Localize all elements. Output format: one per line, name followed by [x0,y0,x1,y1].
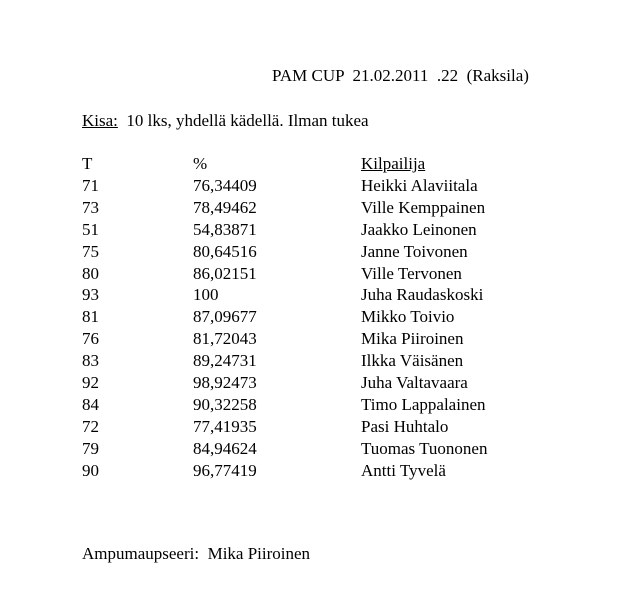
event-label: Kisa: [82,111,118,130]
score-cell: 79 [82,438,99,458]
percent-cell: 77,41935 [193,416,257,436]
score-cell: 92 [82,373,99,393]
table-row [82,284,561,306]
event-description [82,111,369,131]
table-row [82,306,561,328]
percent-cell: 98,92473 [193,373,257,393]
table-row [82,416,561,438]
score-cell: 73 [82,197,99,217]
page-title: PAM CUP 21.02.2011 .22 (Raksila) [272,66,529,85]
score-cell: 80 [82,263,99,283]
competitor-cell: Antti Tyvelä [361,460,446,480]
competitor-cell: Juha Raudaskoski [361,285,484,305]
table-row [82,175,561,197]
table-row [82,263,561,285]
competitor-cell: Janne Toivonen [361,241,468,261]
competitor-cell: Ilkka Väisänen [361,351,464,371]
score-cell: 75 [82,241,99,261]
results-body [82,175,561,482]
column-header-percent: % [193,154,208,173]
score-cell: 84 [82,394,99,414]
event-text: 10 lks, yhdellä kädellä. Ilman tukea [117,111,369,130]
table-row [82,328,561,350]
column-header-t: T [82,154,93,173]
table-row [82,460,561,482]
results-table [82,153,561,482]
percent-cell: 80,64516 [193,241,257,261]
percent-cell: 78,49462 [193,197,257,217]
table-row [82,241,561,263]
score-cell: 90 [82,460,99,480]
competitor-cell: Tuomas Tuononen [361,438,488,458]
competitor-cell: Juha Valtavaara [361,373,468,393]
score-cell: 93 [82,285,99,305]
percent-cell: 90,32258 [193,394,257,414]
competitor-cell: Jaakko Leinonen [361,219,477,239]
percent-cell: 76,34409 [193,175,257,195]
table-row [82,197,561,219]
competitor-cell: Ville Tervonen [361,263,462,283]
table-row [82,394,561,416]
competitor-cell: Mikko Toivio [361,307,455,327]
percent-cell: 100 [193,285,219,305]
competitor-cell: Pasi Huhtalo [361,416,449,436]
table-row [82,372,561,394]
percent-cell: 86,02151 [193,263,257,283]
range-officer: Ampumaupseeri: Mika Piiroinen [82,544,311,563]
percent-cell: 54,83871 [193,219,257,239]
column-header-competitor [361,153,561,175]
percent-cell: 89,24731 [193,351,257,371]
competitor-cell: Mika Piiroinen [361,329,464,349]
table-row [82,350,561,372]
competitor-cell: Timo Lappalainen [361,394,486,414]
table-row [82,438,561,460]
score-cell: 76 [82,329,99,349]
competitor-cell: Ville Kemppainen [361,197,486,217]
percent-cell: 87,09677 [193,307,257,327]
score-cell: 71 [82,175,99,195]
column-header-competitor-label: Kilpailija [361,154,426,173]
score-cell: 51 [82,219,99,239]
percent-cell: 84,94624 [193,438,257,458]
table-row [82,219,561,241]
competitor-cell: Heikki Alaviitala [361,175,478,195]
score-cell: 81 [82,307,99,327]
percent-cell: 81,72043 [193,329,257,349]
percent-cell: 96,77419 [193,460,257,480]
score-cell: 72 [82,416,99,436]
score-cell: 83 [82,351,99,371]
results-header-row [82,153,561,175]
